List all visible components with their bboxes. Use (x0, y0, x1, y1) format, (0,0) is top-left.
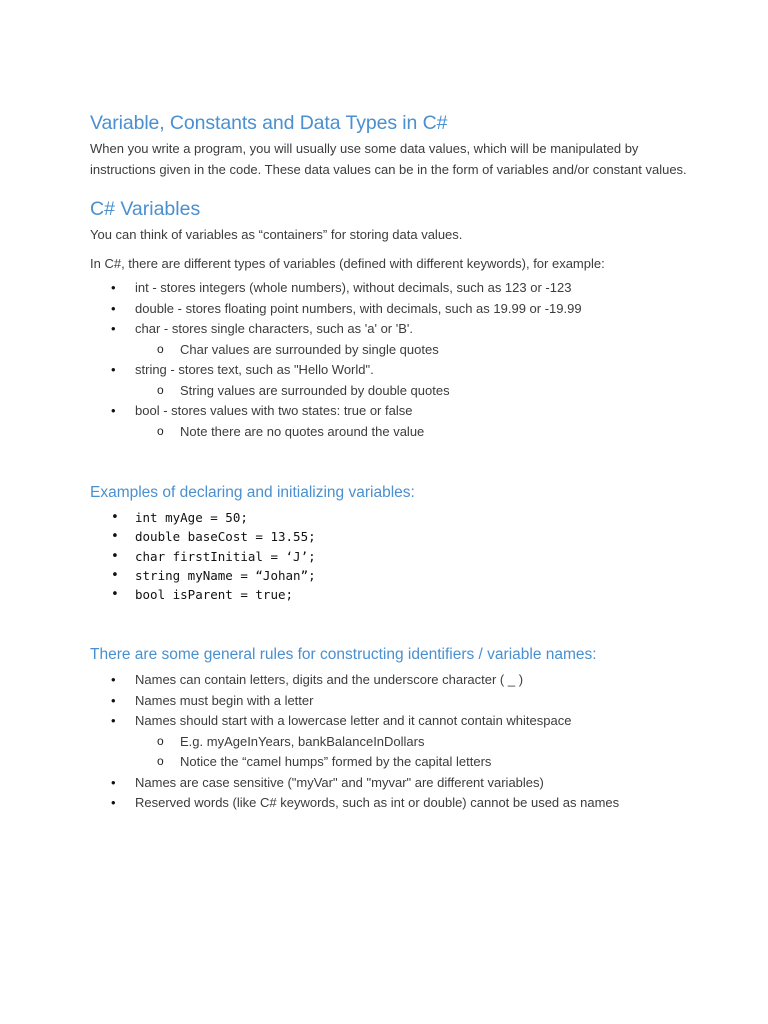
sub-list-item: o String values are surrounded by double quotes (90, 381, 710, 402)
page-title: Variable, Constants and Data Types in C# (90, 112, 448, 134)
variables-paragraph-1: You can think of variables as “containers” for storing data values. (90, 227, 463, 242)
sub-list (135, 340, 710, 361)
code-line: • char firstInitial = ‘J’; (90, 547, 710, 566)
list-item-text: int - stores integers (whole numbers), without decimals, such as 123 or -123 (135, 280, 572, 295)
examples-section (90, 482, 710, 604)
sub-list-item: o Notice the “camel humps” formed by the capital letters (90, 752, 710, 773)
rule-item: • Reserved words (like C# keywords, such as int or double) cannot be used as names (90, 793, 710, 814)
rule-item: • Names can contain letters, digits and the underscore character ( _ ) (90, 670, 710, 691)
sub-list (135, 381, 710, 402)
rule-text: Names should start with a lowercase letter and it cannot contain whitespace (135, 713, 572, 729)
list-item-text: bool - stores values with two states: true or false (135, 403, 413, 418)
list-item-bool (90, 401, 710, 442)
code-line: • int myAge = 50; (90, 508, 710, 527)
list-item-string (90, 360, 710, 401)
document-page (90, 108, 710, 814)
rule-item: • Names must begin with a letter (90, 691, 710, 712)
rules-heading: There are some general rules for constructing identifiers / variable names: (90, 646, 597, 664)
list-item-char (90, 319, 710, 360)
rule-item: • Names are case sensitive ("myVar" and "myvar" are different variables) (90, 773, 710, 794)
sub-list (135, 422, 710, 443)
sub-list (135, 732, 710, 773)
variables-paragraph-2: In C#, there are different types of variables (defined with different keywords), for example: (90, 256, 605, 271)
rules-section (90, 644, 710, 814)
intro-line-1: When you write a program, you will usually use some data values, which will be manipulated by (90, 141, 639, 156)
rules-list (90, 670, 710, 814)
rule-item (90, 711, 710, 773)
list-item-text: char - stores single characters, such as 'a' or 'B'. (135, 321, 413, 336)
list-item-double (90, 299, 710, 320)
intro-line-2: instructions given in the code. These data values can be in the form of variables and/or constant values. (90, 162, 687, 177)
code-line: • double baseCost = 13.55; (90, 527, 710, 546)
sub-list-item: o Note there are no quotes around the value (90, 422, 710, 443)
examples-heading: Examples of declaring and initializing variables: (90, 484, 415, 501)
code-examples-list (90, 508, 710, 604)
list-item-text: double - stores floating point numbers, with decimals, such as 19.99 or -19.99 (135, 300, 582, 316)
sub-list-item: o Char values are surrounded by single quotes (90, 340, 710, 361)
code-line: • string myName = “Johan”; (90, 566, 710, 585)
list-item-int (90, 278, 710, 299)
variable-types-list (90, 278, 710, 442)
sub-list-item: o E.g. myAgeInYears, bankBalanceInDollars (90, 732, 710, 753)
variables-heading: C# Variables (90, 198, 201, 220)
list-item-text: string - stores text, such as "Hello World". (135, 362, 374, 377)
code-line: • bool isParent = true; (90, 585, 710, 604)
